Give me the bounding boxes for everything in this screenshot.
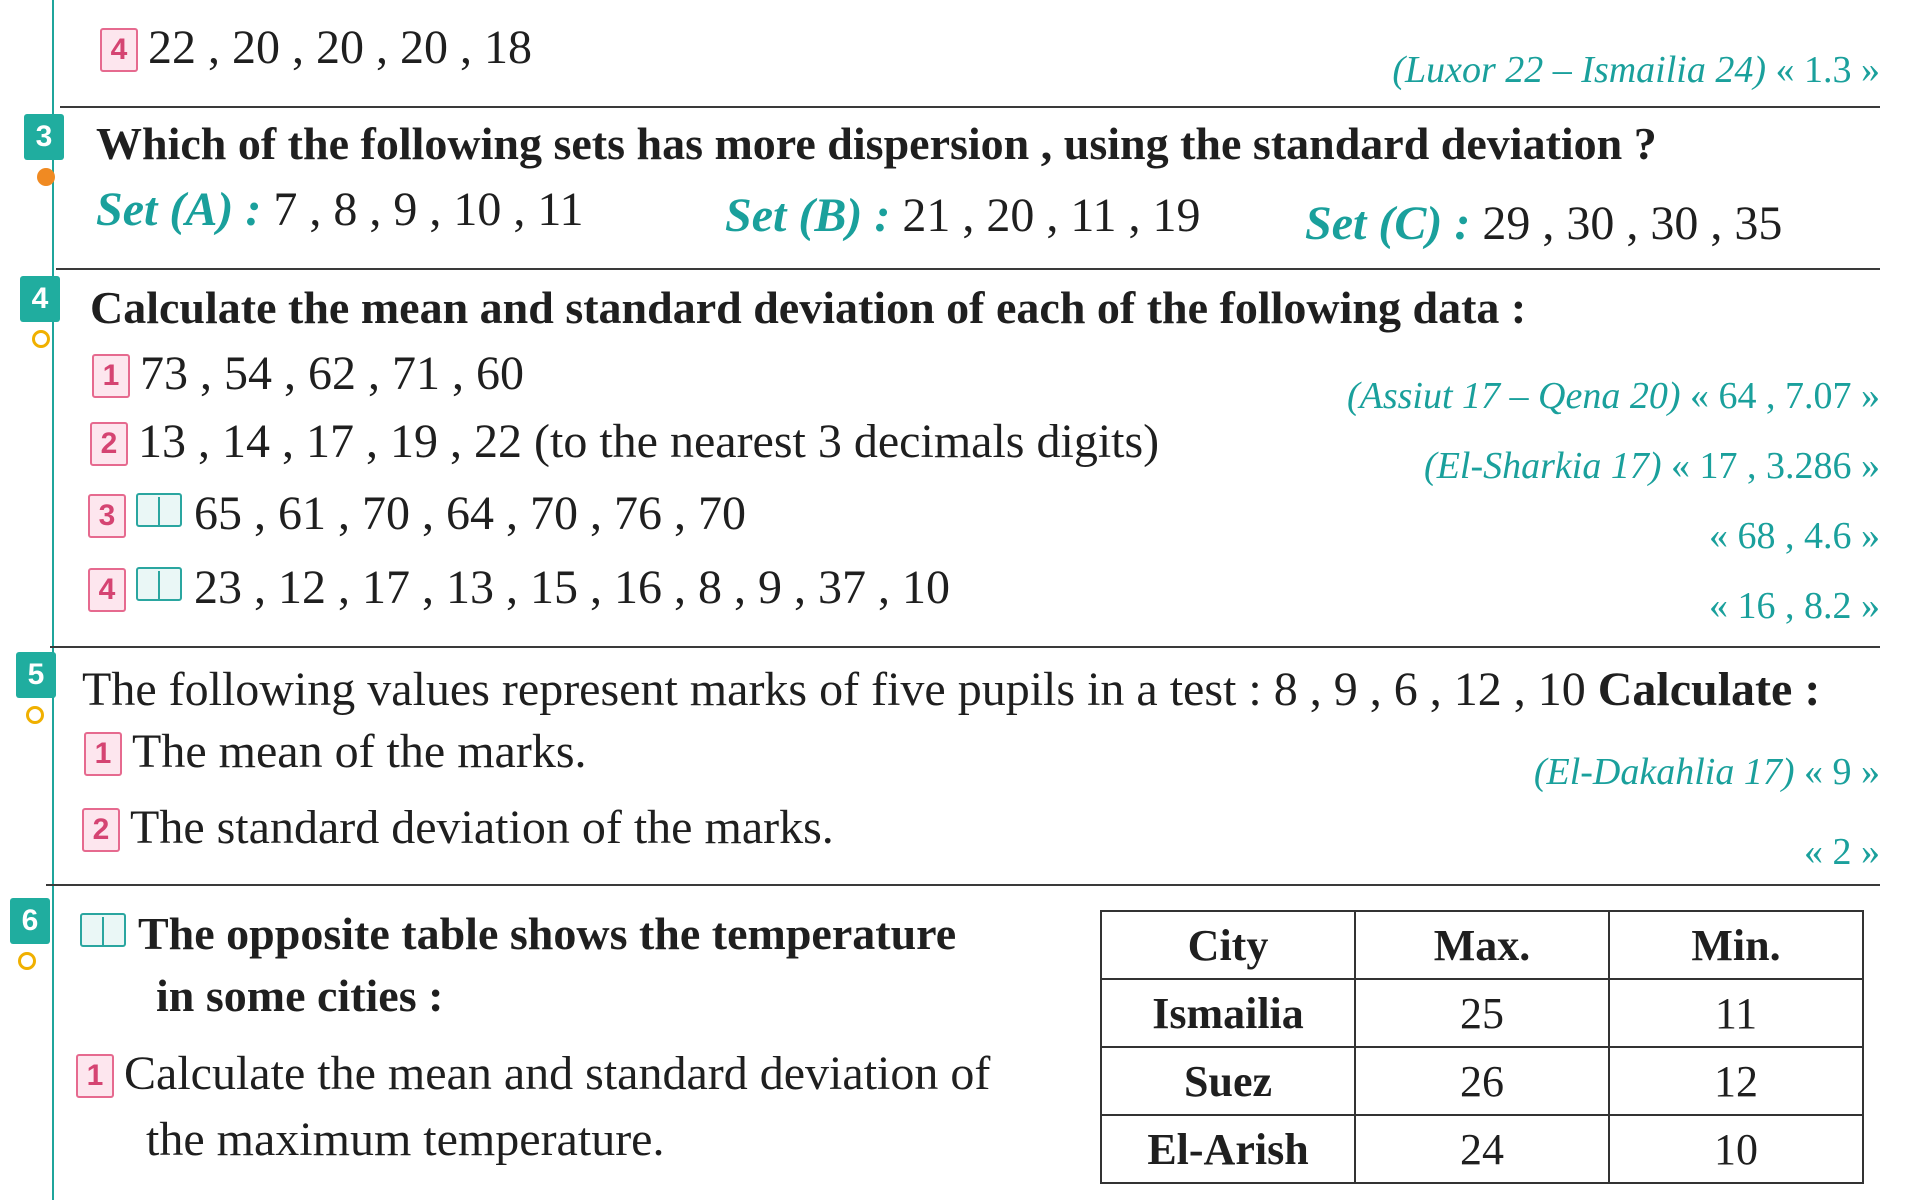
table-cell-min: 11 bbox=[1609, 979, 1863, 1047]
item-data: 65 , 61 , 70 , 64 , 70 , 76 , 70 bbox=[194, 487, 746, 540]
answer-source: (Assiut 17 – Qena 20) bbox=[1346, 375, 1681, 417]
table-cell-max: 25 bbox=[1355, 979, 1609, 1047]
set-values: 29 , 30 , 30 , 35 bbox=[1482, 197, 1783, 250]
item-data: 23 , 12 , 17 , 13 , 15 , 16 , 8 , 9 , 37 , 10 bbox=[194, 561, 950, 614]
table-cell-max: 24 bbox=[1355, 1115, 1609, 1183]
q5-item-1 bbox=[84, 724, 587, 780]
set-c bbox=[1305, 196, 1782, 252]
question-text bbox=[82, 662, 1820, 718]
set-b bbox=[725, 188, 1201, 244]
item-data: 13 , 14 , 17 , 19 , 22 (to the nearest 3 decimals digits) bbox=[138, 415, 1160, 468]
set-label: Set (C) : bbox=[1305, 197, 1471, 250]
item-badge: 1 bbox=[84, 732, 122, 776]
answer-value: « 17 , 3.286 » bbox=[1671, 445, 1880, 487]
difficulty-dot bbox=[26, 706, 44, 724]
item-text: The standard deviation of the marks. bbox=[130, 801, 834, 854]
q4-answer-4 bbox=[1709, 584, 1880, 628]
item-badge: 3 bbox=[88, 494, 126, 538]
open-book-icon bbox=[136, 567, 182, 601]
item-text: The mean of the marks. bbox=[132, 725, 587, 778]
item-badge: 1 bbox=[92, 354, 130, 398]
answer-value: « 2 » bbox=[1804, 831, 1880, 873]
table-header: Min. bbox=[1609, 911, 1863, 979]
divider bbox=[46, 884, 1880, 886]
answer-value: « 64 , 7.07 » bbox=[1690, 375, 1880, 417]
q4-answer-2 bbox=[1424, 444, 1880, 488]
item-text: Calculate the mean and standard deviation of bbox=[124, 1047, 991, 1100]
table-row bbox=[1101, 1047, 1863, 1115]
q5-answer-2 bbox=[1804, 830, 1880, 874]
open-book-icon bbox=[136, 493, 182, 527]
divider bbox=[60, 106, 1880, 108]
answer-value: « 1.3 » bbox=[1775, 49, 1880, 91]
question-body: The following values represent marks of five pupils in a test : 8 , 9 , 6 , 12 , 10 bbox=[82, 663, 1586, 716]
q4-item-2 bbox=[90, 414, 1159, 470]
table-header-row bbox=[1101, 911, 1863, 979]
set-values: 21 , 20 , 11 , 19 bbox=[902, 189, 1201, 242]
q5-item-2 bbox=[82, 800, 834, 856]
question-instruction: Calculate : bbox=[1597, 663, 1821, 716]
open-book-icon bbox=[80, 913, 126, 947]
answer-value: « 68 , 4.6 » bbox=[1709, 515, 1880, 557]
table-cell-city: Ismailia bbox=[1101, 979, 1355, 1047]
difficulty-dot bbox=[18, 952, 36, 970]
q6-item-1 bbox=[76, 1046, 990, 1102]
question-text: Calculate the mean and standard deviation of each of the following data : bbox=[90, 282, 1527, 333]
answer-source: (El-Sharkia 17) bbox=[1424, 445, 1662, 487]
table-header: City bbox=[1101, 911, 1355, 979]
question-text: Which of the following sets has more dispersion , using the standard deviation ? bbox=[96, 118, 1657, 169]
set-label: Set (A) : bbox=[96, 183, 262, 236]
q4-answer-3 bbox=[1709, 514, 1880, 558]
q6-item-1-line2: the maximum temperature. bbox=[146, 1113, 665, 1166]
q4-answer-1 bbox=[1347, 374, 1880, 418]
table-header: Max. bbox=[1355, 911, 1609, 979]
question-text-line1 bbox=[80, 906, 956, 962]
question-text-line2: in some cities : bbox=[156, 970, 444, 1021]
table-row bbox=[1101, 1115, 1863, 1183]
set-values: 7 , 8 , 9 , 10 , 11 bbox=[273, 183, 584, 236]
q4-item-1 bbox=[92, 346, 524, 402]
question-number: 5 bbox=[16, 652, 56, 698]
table-cell-min: 10 bbox=[1609, 1115, 1863, 1183]
prev-item bbox=[100, 20, 532, 76]
question-number: 6 bbox=[10, 898, 50, 944]
table-row bbox=[1101, 979, 1863, 1047]
q4-item-3 bbox=[88, 486, 746, 542]
answer-value: « 16 , 8.2 » bbox=[1709, 585, 1880, 627]
question-number: 4 bbox=[20, 276, 60, 322]
answer-source: (El-Dakahlia 17) bbox=[1533, 751, 1795, 793]
table-cell-city: El-Arish bbox=[1101, 1115, 1355, 1183]
set-label: Set (B) : bbox=[725, 189, 891, 242]
question-text: The opposite table shows the temperature bbox=[138, 908, 957, 959]
q5-answer-1 bbox=[1534, 750, 1880, 794]
divider bbox=[56, 268, 1880, 270]
table-cell-min: 12 bbox=[1609, 1047, 1863, 1115]
table-cell-max: 26 bbox=[1355, 1047, 1609, 1115]
item-badge: 1 bbox=[76, 1054, 114, 1098]
q4-item-4 bbox=[88, 560, 950, 616]
question-number: 3 bbox=[24, 114, 64, 160]
item-data: 73 , 54 , 62 , 71 , 60 bbox=[140, 347, 524, 400]
item-data: 22 , 20 , 20 , 20 , 18 bbox=[148, 21, 532, 74]
prev-answer bbox=[1392, 48, 1880, 92]
set-a bbox=[96, 182, 584, 238]
answer-source: (Luxor 22 – Ismailia 24) bbox=[1392, 49, 1766, 91]
item-badge: 4 bbox=[88, 568, 126, 612]
answer-value: « 9 » bbox=[1804, 751, 1880, 793]
difficulty-dot bbox=[37, 168, 55, 186]
item-badge: 2 bbox=[82, 808, 120, 852]
item-badge: 4 bbox=[100, 28, 138, 72]
temperature-table bbox=[1100, 910, 1864, 1184]
divider bbox=[50, 646, 1880, 648]
difficulty-dot bbox=[32, 330, 50, 348]
item-badge: 2 bbox=[90, 422, 128, 466]
table-cell-city: Suez bbox=[1101, 1047, 1355, 1115]
